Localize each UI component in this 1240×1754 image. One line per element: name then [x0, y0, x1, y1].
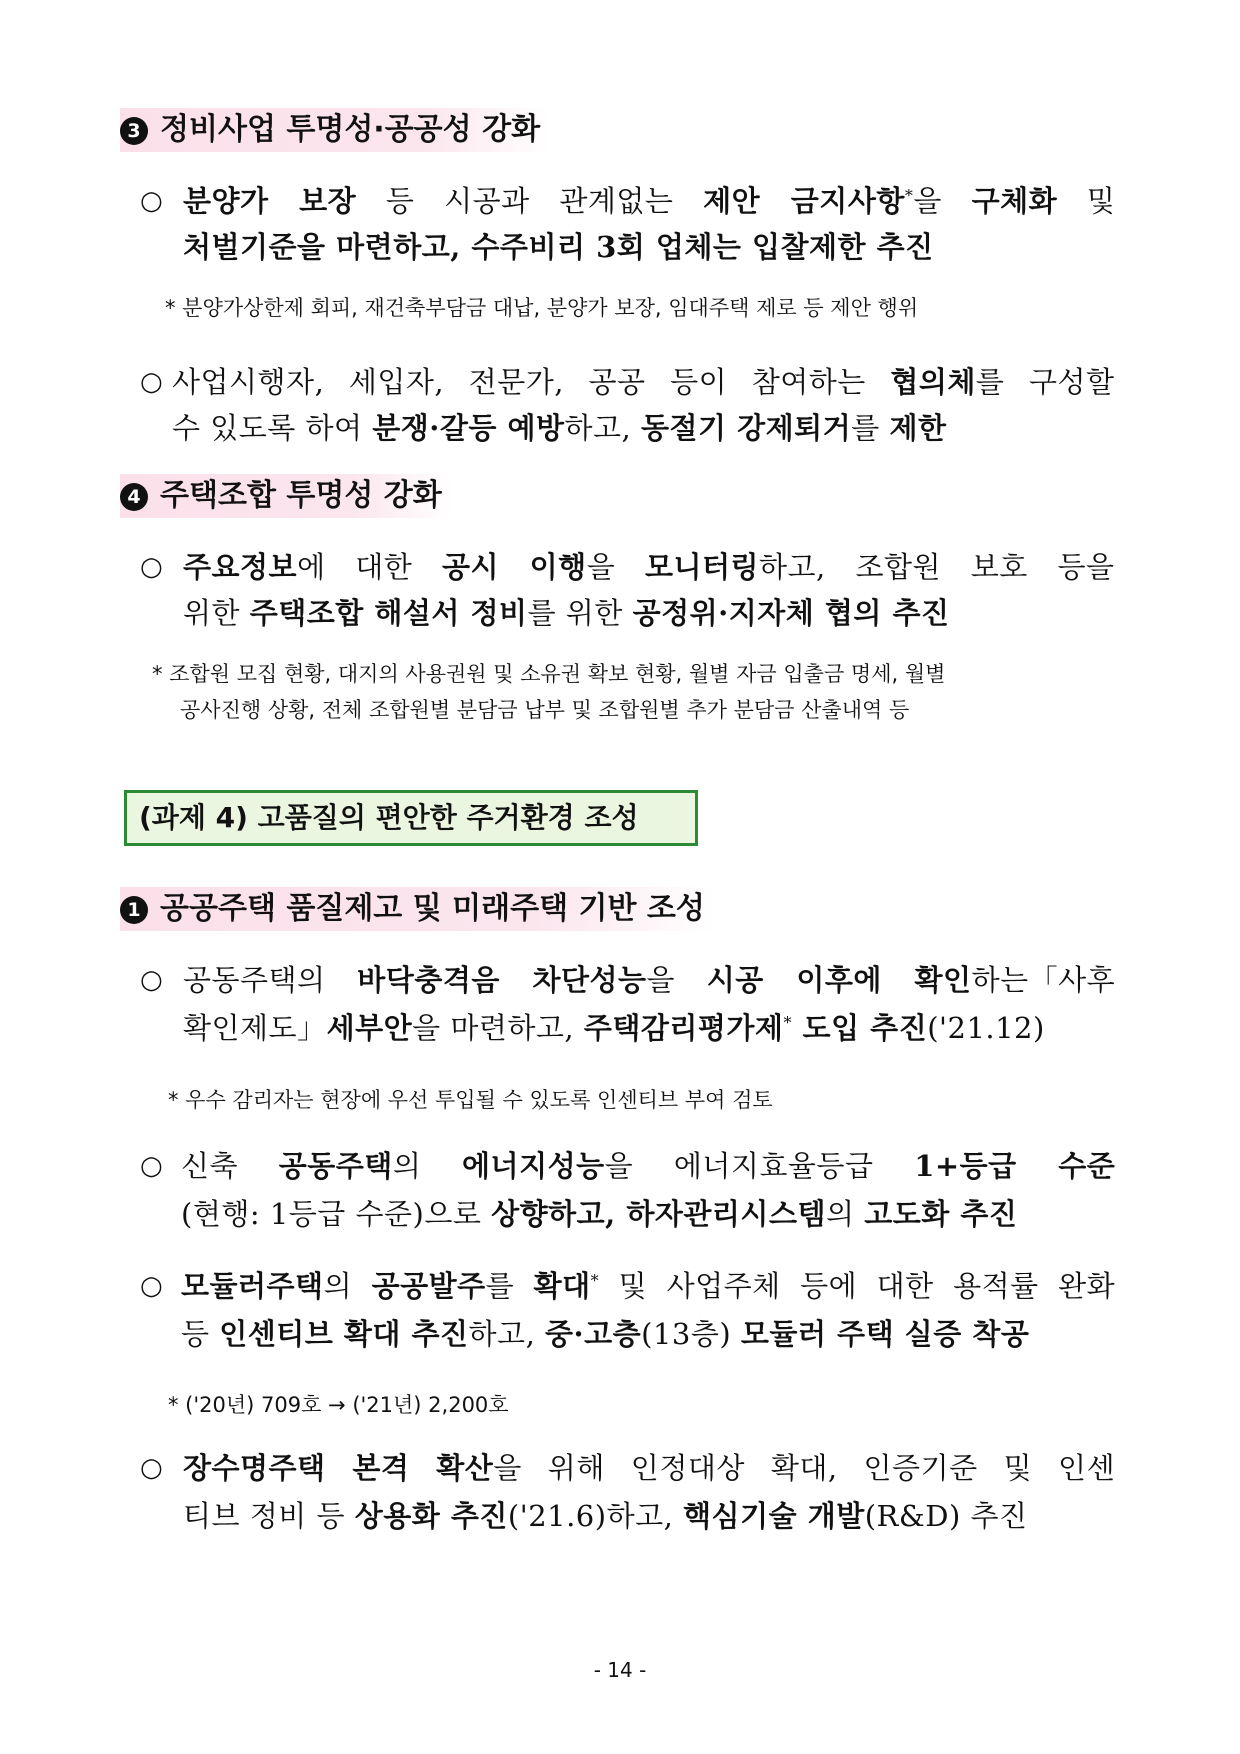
text-run: 을 마련하고, — [412, 1011, 584, 1045]
emphasis-text: 모듈러 주택 실증 착공 — [740, 1317, 1030, 1351]
emphasis-text: 고도화 추진 — [864, 1197, 1018, 1231]
emphasis-text: 공공발주 — [371, 1269, 486, 1303]
text-run: 하고, 조합원 보호 등을 — [759, 550, 1115, 584]
text-run: 를 — [851, 411, 890, 445]
s1-b3-line2 — [181, 1311, 1029, 1357]
text-run: 및 — [1057, 184, 1116, 218]
text-run: 하는「사후 — [971, 963, 1116, 997]
bullet-icon: ○ — [140, 1151, 163, 1181]
text-run: 의 — [392, 1149, 463, 1183]
emphasis-text: 바닥충격음 차단성능 — [357, 963, 647, 997]
s1-b3-line1 — [181, 1263, 1115, 1309]
text-run: 및 사업주체 등에 대한 용적률 완화 — [599, 1269, 1116, 1303]
text-run: 공동주택의 — [183, 963, 358, 997]
emphasis-text: 주요정보 — [183, 550, 298, 584]
bullet-icon: ○ — [140, 552, 163, 582]
emphasis-text: 에너지성능 — [462, 1149, 605, 1183]
s1-b2-line2 — [181, 1191, 1017, 1237]
emphasis-text: 세부안 — [326, 1011, 413, 1045]
emphasis-text: 구체화 — [971, 184, 1058, 218]
text-run: (R&D) 추진 — [864, 1499, 1028, 1533]
text-run: 하고, — [468, 1317, 546, 1351]
emphasis-text: 도입 추진 — [791, 1011, 928, 1045]
emphasis-text: 1+등급 수준 — [914, 1149, 1116, 1183]
text-run: 위한 — [183, 596, 250, 630]
text-run: ('21.6)하고, — [507, 1499, 684, 1533]
text-run: 을 위해 인정대상 확대, 인증기준 및 인센 — [493, 1451, 1116, 1485]
text-run: 에 대한 — [297, 550, 443, 584]
text-run: 를 위한 — [527, 596, 633, 630]
bullet-icon: ○ — [140, 965, 163, 995]
text-run: 을 — [913, 184, 972, 218]
s3-b1-line2 — [183, 224, 934, 270]
s1-b3-note: * ('20년) 709호 → ('21년) 2,200호 — [168, 1393, 509, 1417]
footnote-marker: * — [783, 1013, 792, 1032]
task-4-title-box: (과제 4) 고품질의 편안한 주거환경 조성 — [124, 790, 698, 846]
text-run: 티브 정비 등 — [183, 1499, 355, 1533]
emphasis-text: 제한 — [889, 411, 947, 445]
emphasis-text: 주택감리평가제 — [583, 1011, 784, 1045]
text-run: 등 시공과 관계없는 — [356, 184, 704, 218]
bullet-icon: ○ — [140, 367, 163, 397]
emphasis-text: 확대 — [533, 1269, 591, 1303]
s4-b1-note-line1: * 조합원 모집 현황, 대지의 사용권원 및 소유권 확보 현황, 월별 자금 입출금 명세, 월별 — [152, 662, 946, 686]
emphasis-text: 모니터링 — [644, 550, 759, 584]
number-1-icon: 1 — [120, 896, 148, 924]
text-run: 사업시행자, 세입자, 전문가, 공공 등이 참여하는 — [172, 365, 891, 399]
emphasis-text: 주택조합 해설서 정비 — [249, 596, 528, 630]
s1-b1-line1 — [183, 957, 1115, 1003]
emphasis-text: 중·고층 — [545, 1317, 642, 1351]
emphasis-text: 공정위·지자체 협의 추진 — [632, 596, 950, 630]
s3-b1-line1 — [183, 178, 1115, 224]
text-run: 을 에너지효율등급 — [604, 1149, 915, 1183]
text-run: 의 — [825, 1197, 865, 1231]
text-run: (13층) — [641, 1317, 741, 1351]
text-run: 신축 — [181, 1149, 279, 1183]
text-run: 의 — [323, 1269, 372, 1303]
emphasis-text: 인센티브 확대 추진 — [219, 1317, 469, 1351]
section-1-heading — [120, 887, 715, 931]
s1-b2-line1 — [181, 1143, 1115, 1189]
s3-b1-note: * 분양가상한제 회피, 재건축부담금 대납, 분양가 보장, 임대주택 제로 등 제안 행위 — [165, 296, 919, 320]
emphasis-text: 상향하고, 하자관리시스템 — [491, 1197, 826, 1231]
text-run: 을 — [646, 963, 707, 997]
text-run: 를 — [485, 1269, 534, 1303]
text-run: 하고, — [564, 411, 641, 445]
s4-b1-line2 — [183, 590, 950, 636]
page-number: - 14 - — [593, 1658, 647, 1682]
emphasis-text: 공동주택 — [278, 1149, 393, 1183]
section-4-heading — [120, 474, 452, 518]
bullet-icon: ○ — [140, 1453, 163, 1483]
s1-b1-line2 — [183, 1005, 1045, 1051]
text-run: 수 있도록 하여 — [172, 411, 373, 445]
text-run: 등 — [181, 1317, 220, 1351]
emphasis-text: 시공 이후에 확인 — [706, 963, 972, 997]
emphasis-text: 분쟁·갈등 예방 — [372, 411, 565, 445]
section-3-heading — [120, 108, 550, 152]
emphasis-text: 협의체 — [890, 365, 976, 399]
s1-b4-line2 — [183, 1493, 1028, 1539]
emphasis-text: 제안 금지사항 — [703, 184, 905, 218]
number-3-icon: 3 — [120, 117, 148, 145]
s4-b1-line1 — [183, 544, 1115, 590]
emphasis-text: 상용화 추진 — [354, 1499, 508, 1533]
emphasis-text: 모듈러주택 — [181, 1269, 324, 1303]
footnote-marker: * — [590, 1271, 600, 1290]
s3-b2-line1 — [172, 359, 1115, 405]
text-run: (현행: 1등급 수준)으로 — [181, 1197, 492, 1231]
section-3-title: 정비사업 투명성·공공성 강화 — [160, 112, 541, 147]
s4-b1-note-line2: 공사진행 상황, 전체 조합원별 분담금 납부 및 조합원별 추가 분담금 산출내역 등 — [180, 698, 910, 722]
bullet-icon: ○ — [140, 1271, 163, 1301]
emphasis-text: 분양가 보장 — [183, 184, 357, 218]
footnote-marker: * — [904, 186, 914, 205]
emphasis-text: 동절기 강제퇴거 — [641, 411, 852, 445]
emphasis-text: 장수명주택 본격 확산 — [183, 1451, 494, 1485]
s1-b1-note: * 우수 감리자는 현장에 우선 투입될 수 있도록 인센티브 부여 검토 — [168, 1088, 773, 1112]
emphasis-text: 처벌기준을 마련하고, 수주비리 3회 업체는 입찰제한 추진 — [183, 230, 934, 264]
text-run: ('21.12) — [927, 1011, 1045, 1045]
text-run: 을 — [586, 550, 645, 584]
section-1-title: 공공주택 품질제고 및 미래주택 기반 조성 — [160, 891, 705, 926]
text-run: 확인제도」 — [183, 1011, 327, 1045]
emphasis-text: 핵심기술 개발 — [683, 1499, 865, 1533]
s3-b2-line2 — [172, 405, 946, 451]
number-4-icon: 4 — [120, 483, 148, 511]
s1-b4-line1 — [183, 1445, 1115, 1491]
bullet-icon: ○ — [140, 186, 163, 216]
emphasis-text: 공시 이행 — [442, 550, 587, 584]
text-run: 를 구성할 — [975, 365, 1115, 399]
section-4-title: 주택조합 투명성 강화 — [160, 478, 442, 513]
